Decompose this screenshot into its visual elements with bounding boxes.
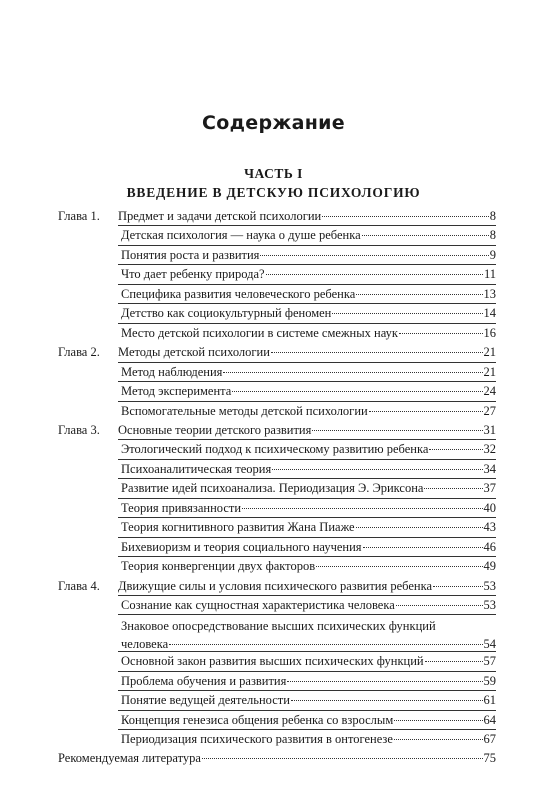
dot-leader: [396, 605, 483, 606]
section-title: Метод наблюдения: [121, 364, 223, 379]
section-page-number: 43: [483, 520, 496, 535]
section-page-number: 9: [489, 247, 496, 262]
dot-leader: [223, 372, 482, 373]
section-title: Основной закон развития высших психических функций: [121, 654, 424, 669]
section-row: [0, 557, 547, 575]
section-row: [0, 285, 547, 303]
chapter-row: [0, 343, 547, 361]
section-entry: [121, 265, 496, 283]
dot-leader: [169, 644, 482, 645]
section-row: [0, 226, 547, 244]
section-title: Сознание как сущностная характеристика человека: [121, 598, 395, 612]
section-row: [0, 730, 547, 748]
section-entry: [121, 557, 496, 575]
chapter-title: Движущие силы и условия психического развития ребенка: [118, 578, 433, 593]
section-page-number: 13: [483, 286, 496, 301]
section-title: Детство как социокультурный феномен: [121, 306, 332, 321]
section-row: [0, 440, 547, 458]
references-title: Рекомендуемая литература: [58, 750, 201, 765]
section-title: Вспомогательные методы детской психологии: [121, 403, 368, 418]
references-entry: [58, 749, 496, 767]
dot-leader: [369, 411, 483, 412]
section-page-number: 32: [483, 442, 496, 457]
chapter-label: Глава 1.: [58, 209, 100, 223]
section-row: [0, 479, 547, 497]
section-entry: [121, 402, 496, 420]
section-page-number: 11: [483, 267, 496, 282]
section-row: [0, 304, 547, 322]
dot-leader: [356, 294, 482, 295]
dot-leader: [394, 720, 482, 721]
section-title: Специфика развития человеческого ребенка: [121, 286, 356, 301]
section-entry: [121, 324, 496, 342]
dot-leader: [287, 681, 482, 682]
chapter-page-number: 21: [483, 345, 496, 360]
section-row: [0, 324, 547, 342]
chapter-label: Глава 2.: [58, 345, 100, 360]
section-title: Понятие ведущей деятельности: [121, 693, 290, 708]
dot-leader: [433, 586, 482, 587]
dot-leader: [272, 469, 482, 470]
section-entry: [121, 652, 496, 670]
section-entry: [121, 479, 496, 497]
section-page-number: 67: [483, 732, 496, 747]
section-page-number: 16: [483, 325, 496, 340]
chapter-row: [0, 207, 547, 225]
section-title: Теория привязанности: [121, 500, 242, 515]
section-page-number: 64: [483, 712, 496, 727]
section-row: [0, 265, 547, 283]
section-page-number: 37: [483, 481, 496, 496]
section-row: [0, 538, 547, 556]
chapter-title: Методы детской психологии: [118, 345, 270, 360]
section-row: [0, 617, 547, 653]
section-entry: [121, 730, 496, 748]
dot-leader: [425, 661, 483, 662]
chapter-row: [0, 577, 547, 595]
section-page-number: 53: [483, 598, 496, 612]
section-page-number: 21: [483, 364, 496, 379]
dot-leader: [424, 488, 482, 489]
section-title: Детская психология — наука о душе ребенка: [121, 228, 361, 243]
section-title: Место детской психологии в системе смежных наук: [121, 325, 398, 340]
section-row: [0, 691, 547, 709]
section-row: [0, 246, 547, 264]
chapter-page-number: 8: [489, 209, 496, 223]
dot-leader: [394, 739, 483, 740]
section-title: Бихевиоризм и теория социального научения: [121, 539, 362, 554]
section-page-number: 40: [483, 500, 496, 515]
section-page-number: 57: [483, 654, 496, 669]
section-title: Понятия роста и развития: [121, 247, 260, 262]
section-page-number: 61: [483, 693, 496, 708]
section-page-number: 59: [483, 673, 496, 688]
section-entry: [121, 285, 496, 303]
references-row: [0, 749, 547, 767]
section-page-number: 14: [483, 306, 496, 321]
chapter-entry: [118, 421, 496, 439]
dot-leader: [322, 216, 489, 217]
section-page-number: 34: [483, 461, 496, 476]
chapter-label: Глава 4.: [58, 578, 100, 593]
chapter-page-number: 31: [483, 422, 496, 437]
section-title: Что дает ребенку природа?: [121, 267, 265, 282]
section-entry: [121, 440, 496, 458]
section-title: Концепция генезиса общения ребенка со взрослым: [121, 712, 394, 727]
dot-leader: [271, 352, 483, 353]
references-page-number: 75: [483, 750, 496, 765]
page-title: Содержание: [202, 112, 345, 134]
section-entry: [121, 304, 496, 322]
section-entry: [121, 538, 496, 556]
section-row: [0, 596, 547, 614]
chapter-entry: [118, 343, 496, 361]
dot-leader: [312, 430, 482, 431]
section-entry: [121, 499, 496, 517]
section-entry: [121, 672, 496, 690]
section-entry: [121, 691, 496, 709]
part-title: ВВЕДЕНИЕ В ДЕТСКУЮ ПСИХОЛОГИЮ: [126, 185, 421, 200]
section-title: Развитие идей психоанализа. Периодизация Э. Эриксона: [121, 481, 424, 496]
section-page-number: 8: [489, 228, 496, 243]
section-entry: [121, 596, 496, 614]
section-page-number: 54: [483, 637, 496, 652]
section-entry: [121, 226, 496, 244]
section-title: Психоаналитическая теория: [121, 461, 272, 476]
chapter-entry: [118, 207, 496, 225]
section-title: Метод эксперимента: [121, 384, 232, 399]
chapter-row: [0, 421, 547, 439]
section-row: [0, 518, 547, 536]
dot-leader: [291, 700, 483, 701]
section-entry: [121, 363, 496, 381]
dot-leader: [399, 333, 483, 334]
section-title-line1: Знаковое опосредствование высших психических функций: [121, 619, 436, 634]
dot-leader: [232, 391, 482, 392]
section-title: Теория когнитивного развития Жана Пиаже: [121, 520, 355, 535]
section-row: [0, 402, 547, 420]
chapter-title: Предмет и задачи детской психологии: [118, 209, 322, 223]
section-page-number: 24: [483, 384, 496, 399]
section-title: Теория конвергенции двух факторов: [121, 559, 316, 574]
section-title: Периодизация психического развития в онтогенезе: [121, 732, 393, 747]
section-entry: [121, 518, 496, 536]
chapter-page-number: 53: [483, 578, 496, 593]
section-row: [0, 672, 547, 690]
section-row: [0, 363, 547, 381]
separator-line: [118, 614, 496, 615]
section-page-number: 27: [483, 403, 496, 418]
dot-leader: [202, 758, 483, 759]
chapter-label: Глава 3.: [58, 422, 100, 437]
dot-leader: [266, 274, 483, 275]
dot-leader: [362, 235, 489, 236]
section-page-number: 46: [483, 539, 496, 554]
section-row: [0, 499, 547, 517]
dot-leader: [363, 547, 483, 548]
section-row: [0, 711, 547, 729]
section-row: [0, 382, 547, 400]
dot-leader: [242, 508, 482, 509]
dot-leader: [429, 449, 482, 450]
section-row: [0, 460, 547, 478]
section-entry: [121, 711, 496, 729]
section-entry: [121, 246, 496, 264]
dot-leader: [356, 527, 483, 528]
section-row: [0, 652, 547, 670]
section-title: Этологический подход к психическому развитию ребенка: [121, 442, 429, 457]
dot-leader: [260, 255, 488, 256]
section-title: Проблема обучения и развития: [121, 673, 287, 688]
part-label: ЧАСТЬ I: [244, 166, 303, 181]
dot-leader: [332, 313, 482, 314]
section-entry: [121, 382, 496, 400]
chapter-title: Основные теории детского развития: [118, 422, 312, 437]
chapter-entry: [118, 577, 496, 595]
dot-leader: [316, 566, 482, 567]
section-page-number: 49: [483, 559, 496, 574]
section-entry: [121, 460, 496, 478]
section-title: человека: [121, 637, 169, 652]
